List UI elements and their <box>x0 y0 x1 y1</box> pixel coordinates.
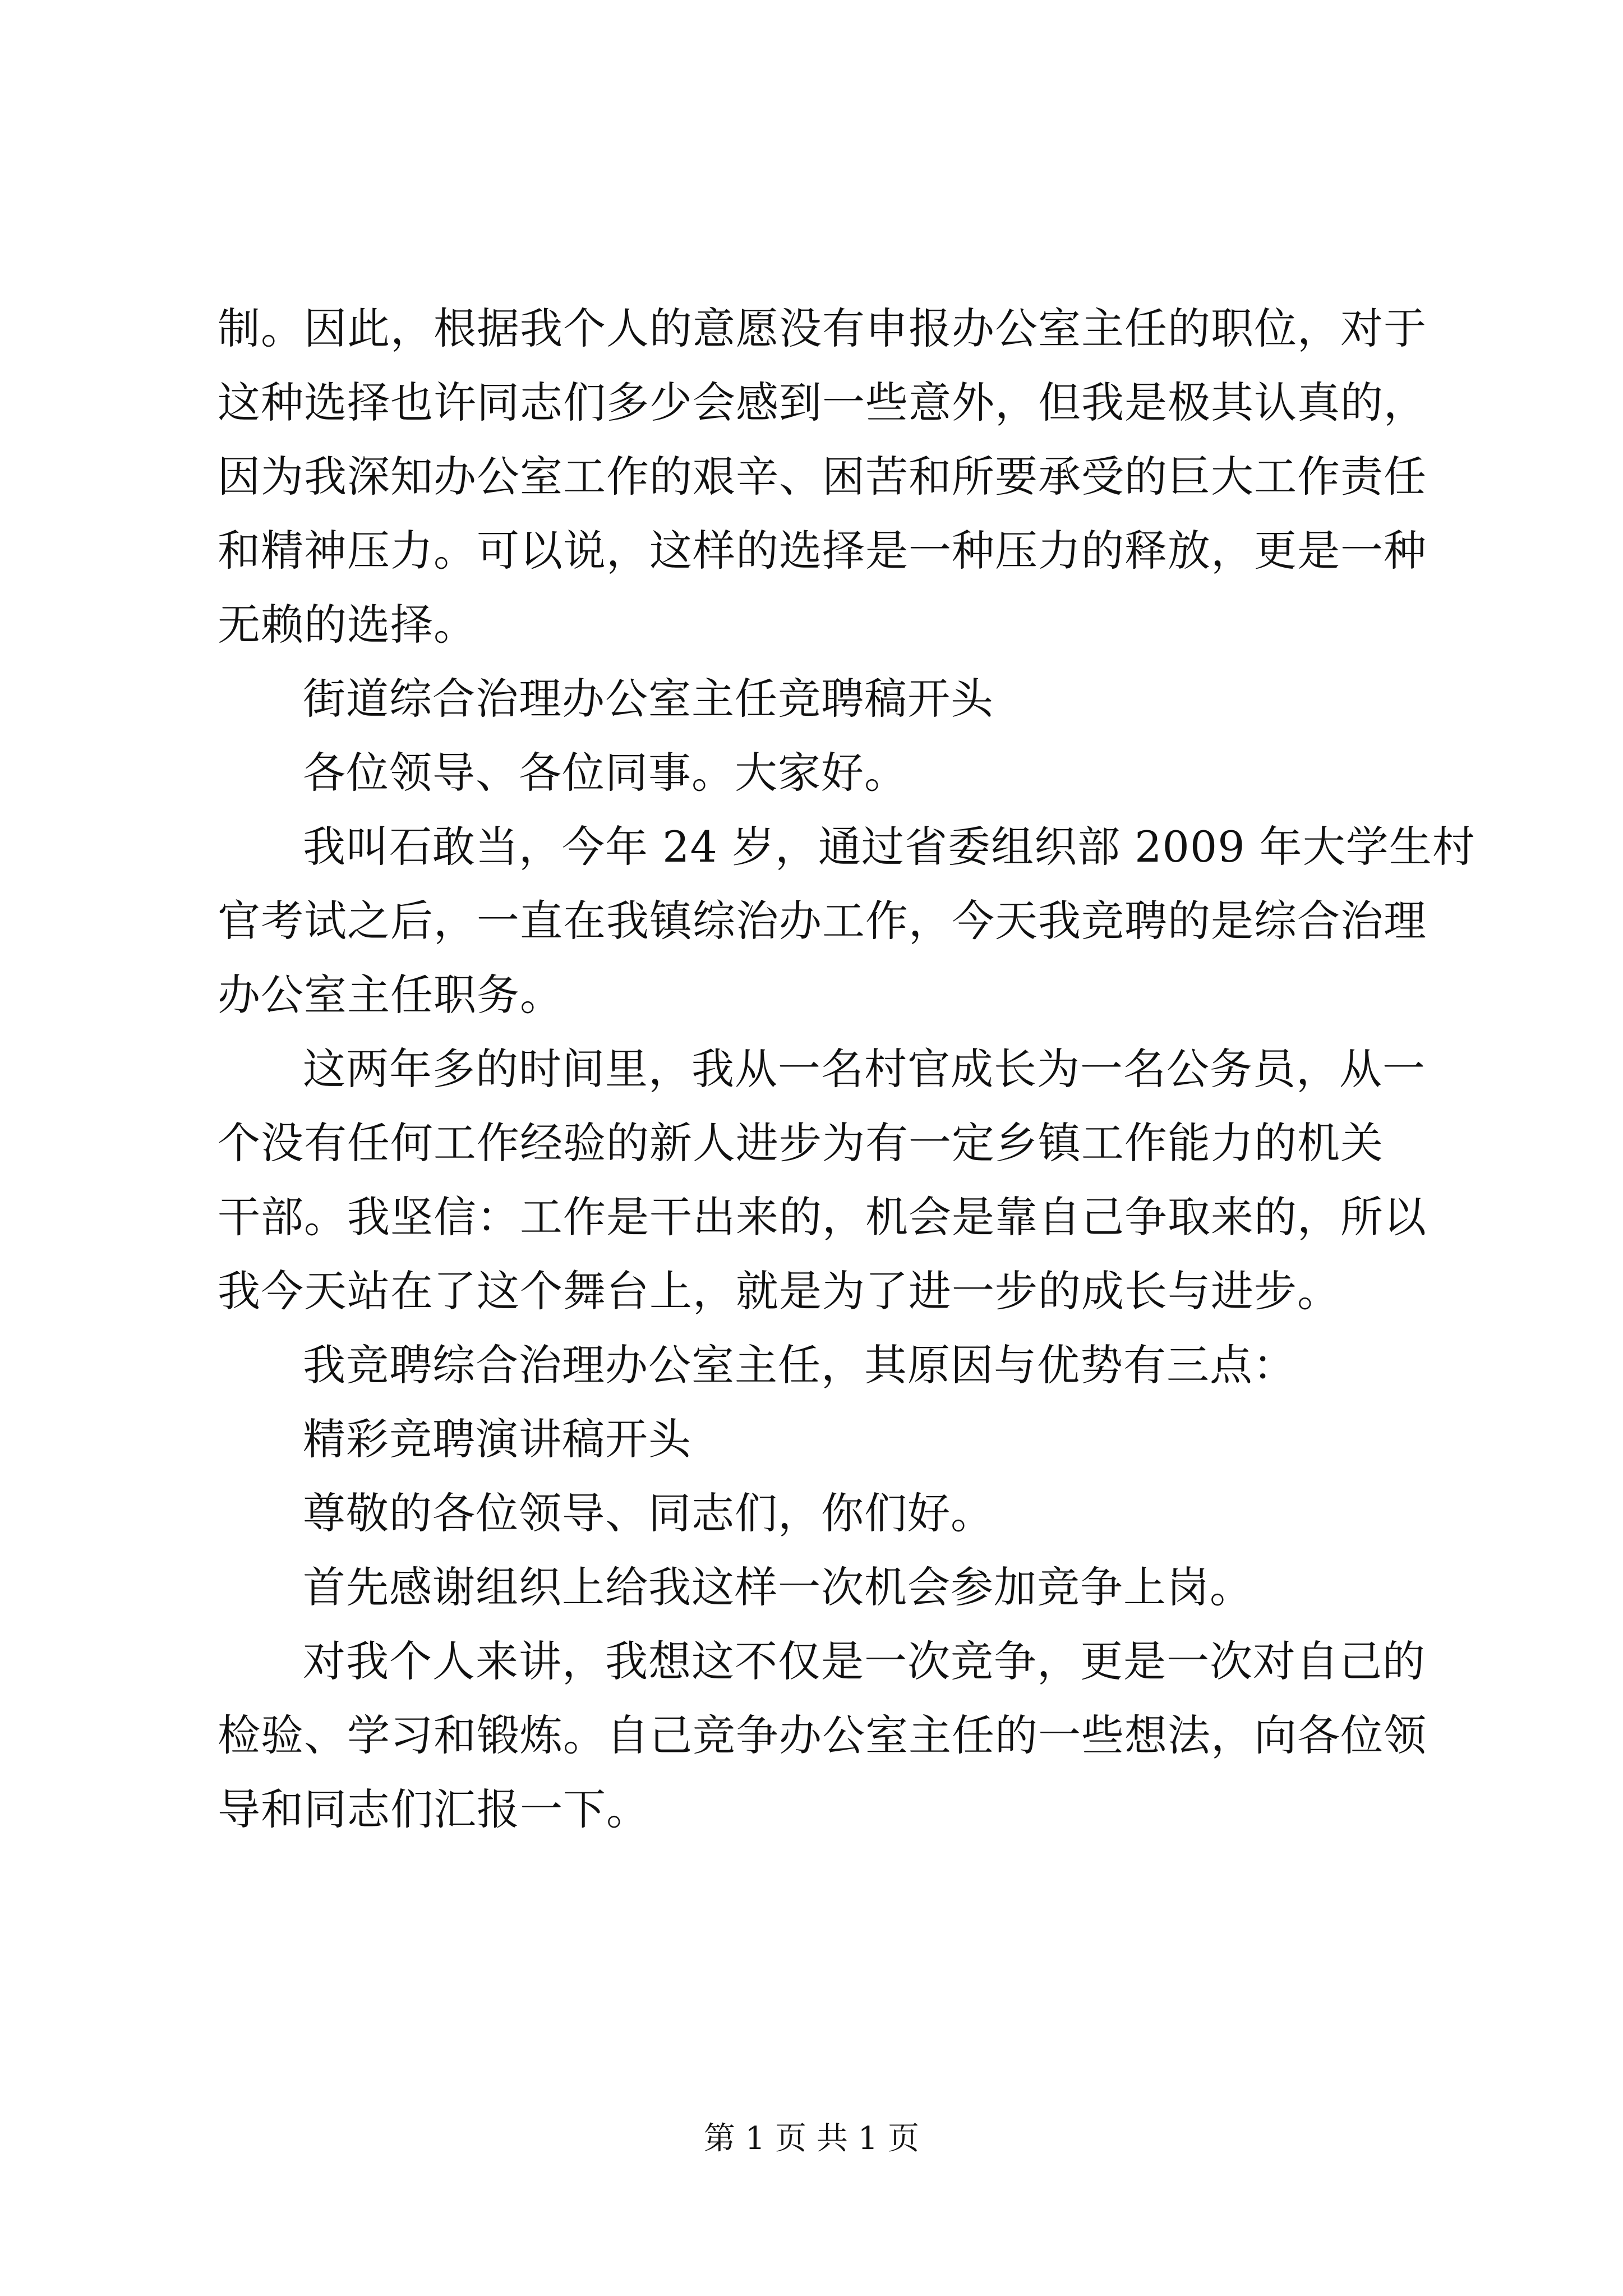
paragraph <box>218 1476 1429 1550</box>
paragraph <box>218 662 1429 736</box>
text-line: 检验、学习和锻炼。自己竞争办公室主任的一些想法，向各位领 <box>218 1710 1427 1760</box>
text-line: 我叫石敢当，今年 24 岁，通过省委组织部 2009 年大学生村 <box>303 822 1476 872</box>
text-line: 对我个人来讲，我想这不仅是一次竞争，更是一次对自己的 <box>303 1636 1426 1686</box>
text-line: 导和同志们汇报一下。 <box>218 1784 649 1834</box>
paragraph <box>218 1625 1429 1847</box>
paragraph <box>218 1328 1429 1402</box>
paragraph <box>218 810 1476 1032</box>
text-line: 制。因此，根据我个人的意愿没有申报办公室主任的职位，对于 <box>218 303 1427 353</box>
text-line: 官考试之后，一直在我镇综治办工作，今天我竞聘的是综合治理 <box>218 896 1427 946</box>
text-line: 因为我深知办公室工作的艰辛、困苦和所要承受的巨大工作责任 <box>218 452 1427 501</box>
text-line: 我竞聘综合治理办公室主任，其原因与优势有三点： <box>303 1340 1296 1390</box>
paragraph <box>218 1550 1429 1625</box>
paragraph <box>218 292 1429 662</box>
text-line: 精彩竞聘演讲稿开头 <box>303 1414 691 1464</box>
text-line: 我今天站在了这个舞台上，就是为了进一步的成长与进步。 <box>218 1266 1340 1316</box>
text-line: 尊敬的各位领导、同志们，你们好。 <box>303 1488 994 1538</box>
page-footer: 第 1 页 共 1 页 <box>703 2120 920 2157</box>
text-line: 街道综合治理办公室主任竞聘稿开头 <box>303 674 994 724</box>
text-line: 这种选择也许同志们多少会感到一些意外，但我是极其认真的， <box>218 378 1427 427</box>
text-line: 办公室主任职务。 <box>218 970 563 1020</box>
text-line: 个没有任何工作经验的新人进步为有一定乡镇工作能力的机关 <box>218 1118 1384 1168</box>
paragraph <box>218 1032 1429 1328</box>
text-line: 干部。我坚信：工作是干出来的，机会是靠自己争取来的，所以 <box>218 1192 1427 1242</box>
text-line: 各位领导、各位同事。大家好。 <box>303 748 907 798</box>
document-body <box>218 292 1476 1847</box>
text-line: 首先感谢组织上给我这样一次机会参加竞争上岗。 <box>303 1562 1253 1612</box>
paragraph <box>218 736 1429 810</box>
text-line: 和精神压力。可以说，这样的选择是一种压力的释放，更是一种 <box>218 526 1427 576</box>
paragraph <box>218 1402 1429 1476</box>
text-line: 这两年多的时间里，我从一名村官成长为一名公务员，从一 <box>303 1044 1426 1094</box>
text-line: 无赖的选择。 <box>218 600 477 650</box>
